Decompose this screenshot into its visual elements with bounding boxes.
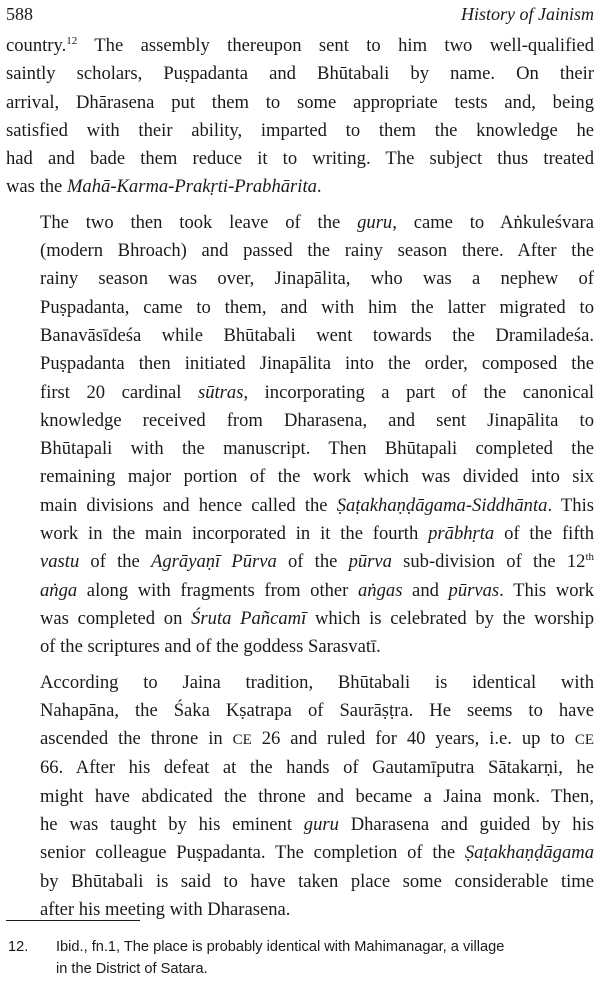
text-run: Bhūtapali with the manuscript. Then Bhūtapali completed the xyxy=(40,438,594,460)
text-line xyxy=(6,60,594,88)
italic-term: Śruta Pañcamī xyxy=(191,607,307,629)
text-run: Banavāsīdeśa while Bhūtabali went towards the Dramiladeśa. xyxy=(40,324,594,346)
italic-term: sūtras xyxy=(197,381,244,403)
superscript: th xyxy=(585,551,594,564)
italic-term: aṅgas xyxy=(358,579,403,601)
paragraph-p2 xyxy=(6,209,594,662)
text-run: . This work xyxy=(499,579,594,601)
text-line xyxy=(6,294,594,322)
text-run: remaining major portion of the work which was divided into six xyxy=(40,466,594,488)
text-run: main divisions and hence called the xyxy=(40,494,337,516)
text-line xyxy=(6,117,594,145)
text-run: The two then took leave of the xyxy=(40,211,358,233)
text-run: sub-division of the 12 xyxy=(391,551,586,573)
text-run: he was taught by his eminent xyxy=(40,814,304,836)
text-line xyxy=(6,463,594,491)
text-run: Nahapāna, the Śaka Kṣatrapa of Saurāṣṭra. He seems to have xyxy=(40,699,594,721)
italic-term: guru xyxy=(303,814,339,836)
text-line xyxy=(6,173,594,201)
italic-term: prābhṛta xyxy=(428,523,495,545)
footnote-rule xyxy=(6,920,140,921)
text-line xyxy=(6,350,594,378)
running-head xyxy=(6,0,594,32)
text-run: by Bhūtabali is said to have taken place some considerable time xyxy=(40,870,594,892)
footnotes xyxy=(6,936,594,980)
text-run: Dharasena and guided by his xyxy=(338,814,594,836)
text-line xyxy=(6,633,594,661)
text-line xyxy=(6,868,594,896)
italic-term: aṅga xyxy=(40,579,78,601)
text-line xyxy=(6,754,594,782)
text-run: was completed on xyxy=(40,607,192,629)
text-line xyxy=(6,520,594,548)
footnote-number: 12. xyxy=(8,939,29,955)
text-line xyxy=(6,669,594,697)
footnote xyxy=(6,936,594,980)
text-run: knowledge received from Dharasena, and sent Jinapālita to xyxy=(40,409,594,431)
text-run: and xyxy=(402,579,449,601)
text-run: after his meeting with Dharasena. xyxy=(40,898,291,920)
text-run: first 20 cardinal xyxy=(40,381,198,403)
text-line xyxy=(6,839,594,867)
text-line xyxy=(6,407,594,435)
body-text xyxy=(6,32,594,924)
text-run: rainy season was over, Jinapālita, who was a nephew of xyxy=(40,268,594,290)
text-run: ascended the throne in xyxy=(40,728,233,750)
text-run: of the scriptures and of the goddess Sarasvatī. xyxy=(40,636,381,658)
text-run: Puṣpadanta, came to them, and with him the latter migrated to xyxy=(40,296,594,318)
text-line xyxy=(6,725,594,754)
text-line xyxy=(6,265,594,293)
text-line xyxy=(6,322,594,350)
text-run: senior colleague Puṣpadanta. The completion of the xyxy=(40,842,465,864)
italic-term: pūrva xyxy=(348,551,392,573)
italic-term: Ṣaṭakhaṇḍāgama xyxy=(464,842,594,864)
text-line xyxy=(6,145,594,173)
italic-term: Agrāyaṇī Pūrva xyxy=(151,551,277,573)
footnote-text: Ibid., fn.1, The place is probably identical with Mahimanagar, a village xyxy=(56,939,505,955)
page-number: 588 xyxy=(6,4,33,24)
text-run: 26 and ruled for 40 years, i.e. up to xyxy=(251,728,575,750)
running-title: History of Jainism xyxy=(461,4,594,24)
italic-term: pūrvas xyxy=(448,579,500,601)
text-run: along with fragments from other xyxy=(77,579,358,601)
text-run: , came to Aṅkuleśvara xyxy=(392,211,594,233)
text-run: had and bade them reduce it to writing. The subject thus treated xyxy=(6,148,594,170)
text-run: work in the main incorporated in it the fourth xyxy=(40,523,429,545)
italic-term: guru xyxy=(357,211,393,233)
italic-term: Mahā-Karma-Prakṛti-Prabhārita xyxy=(66,176,317,198)
text-run: The assembly thereupon sent to him two well-qualified xyxy=(77,35,594,56)
text-line xyxy=(6,237,594,265)
text-run: satisfied with their ability, imparted to them the knowledge he xyxy=(6,119,594,141)
text-run: of the fifth xyxy=(494,523,594,545)
text-run: which is celebrated by the worship xyxy=(306,607,594,629)
text-run: . This xyxy=(547,494,594,516)
text-run: , incorporating a part of the canonical xyxy=(243,381,594,403)
paragraph-p1 xyxy=(6,32,594,202)
text-line xyxy=(6,548,594,576)
italic-term: Ṣaṭakhaṇḍāgama-Siddhānta xyxy=(336,494,548,516)
text-run: was the xyxy=(6,176,67,198)
text-run: arrival, Dhārasena put them to some appropriate tests and, being xyxy=(6,91,594,113)
text-run: (modern Bhroach) and passed the rainy season there. After the xyxy=(40,240,594,262)
text-run: According to Jaina tradition, Bhūtabali is identical with xyxy=(40,671,594,693)
text-run: of the xyxy=(79,551,151,573)
text-run: . xyxy=(316,176,322,198)
text-line xyxy=(6,605,594,633)
text-line xyxy=(6,379,594,407)
superscript: 12 xyxy=(66,35,78,47)
text-line xyxy=(6,209,594,237)
book-page xyxy=(6,0,594,986)
text-run: 66. After his defeat at the hands of Gautamīputra Sātakarṇi, he xyxy=(40,757,594,779)
text-line xyxy=(6,89,594,117)
text-run: saintly scholars, Puṣpadanta and Bhūtabali by name. On their xyxy=(6,63,594,85)
text-line xyxy=(6,435,594,463)
text-run: might have abdicated the throne and became a Jaina monk. Then, xyxy=(40,785,594,807)
era-abbreviation: CE xyxy=(574,732,594,749)
text-line xyxy=(6,577,594,605)
text-run: country. xyxy=(6,35,67,56)
text-line xyxy=(6,32,594,60)
footnote-text: in the District of Satara. xyxy=(56,961,208,977)
text-line xyxy=(6,783,594,811)
text-line xyxy=(6,697,594,725)
text-line xyxy=(6,811,594,839)
paragraph-p3 xyxy=(6,669,594,925)
text-run: Puṣpadanta then initiated Jinapālita into the order, composed the xyxy=(40,353,594,375)
era-abbreviation: CE xyxy=(232,732,252,749)
text-line xyxy=(6,492,594,520)
italic-term: vastu xyxy=(40,551,80,573)
text-run: of the xyxy=(276,551,349,573)
